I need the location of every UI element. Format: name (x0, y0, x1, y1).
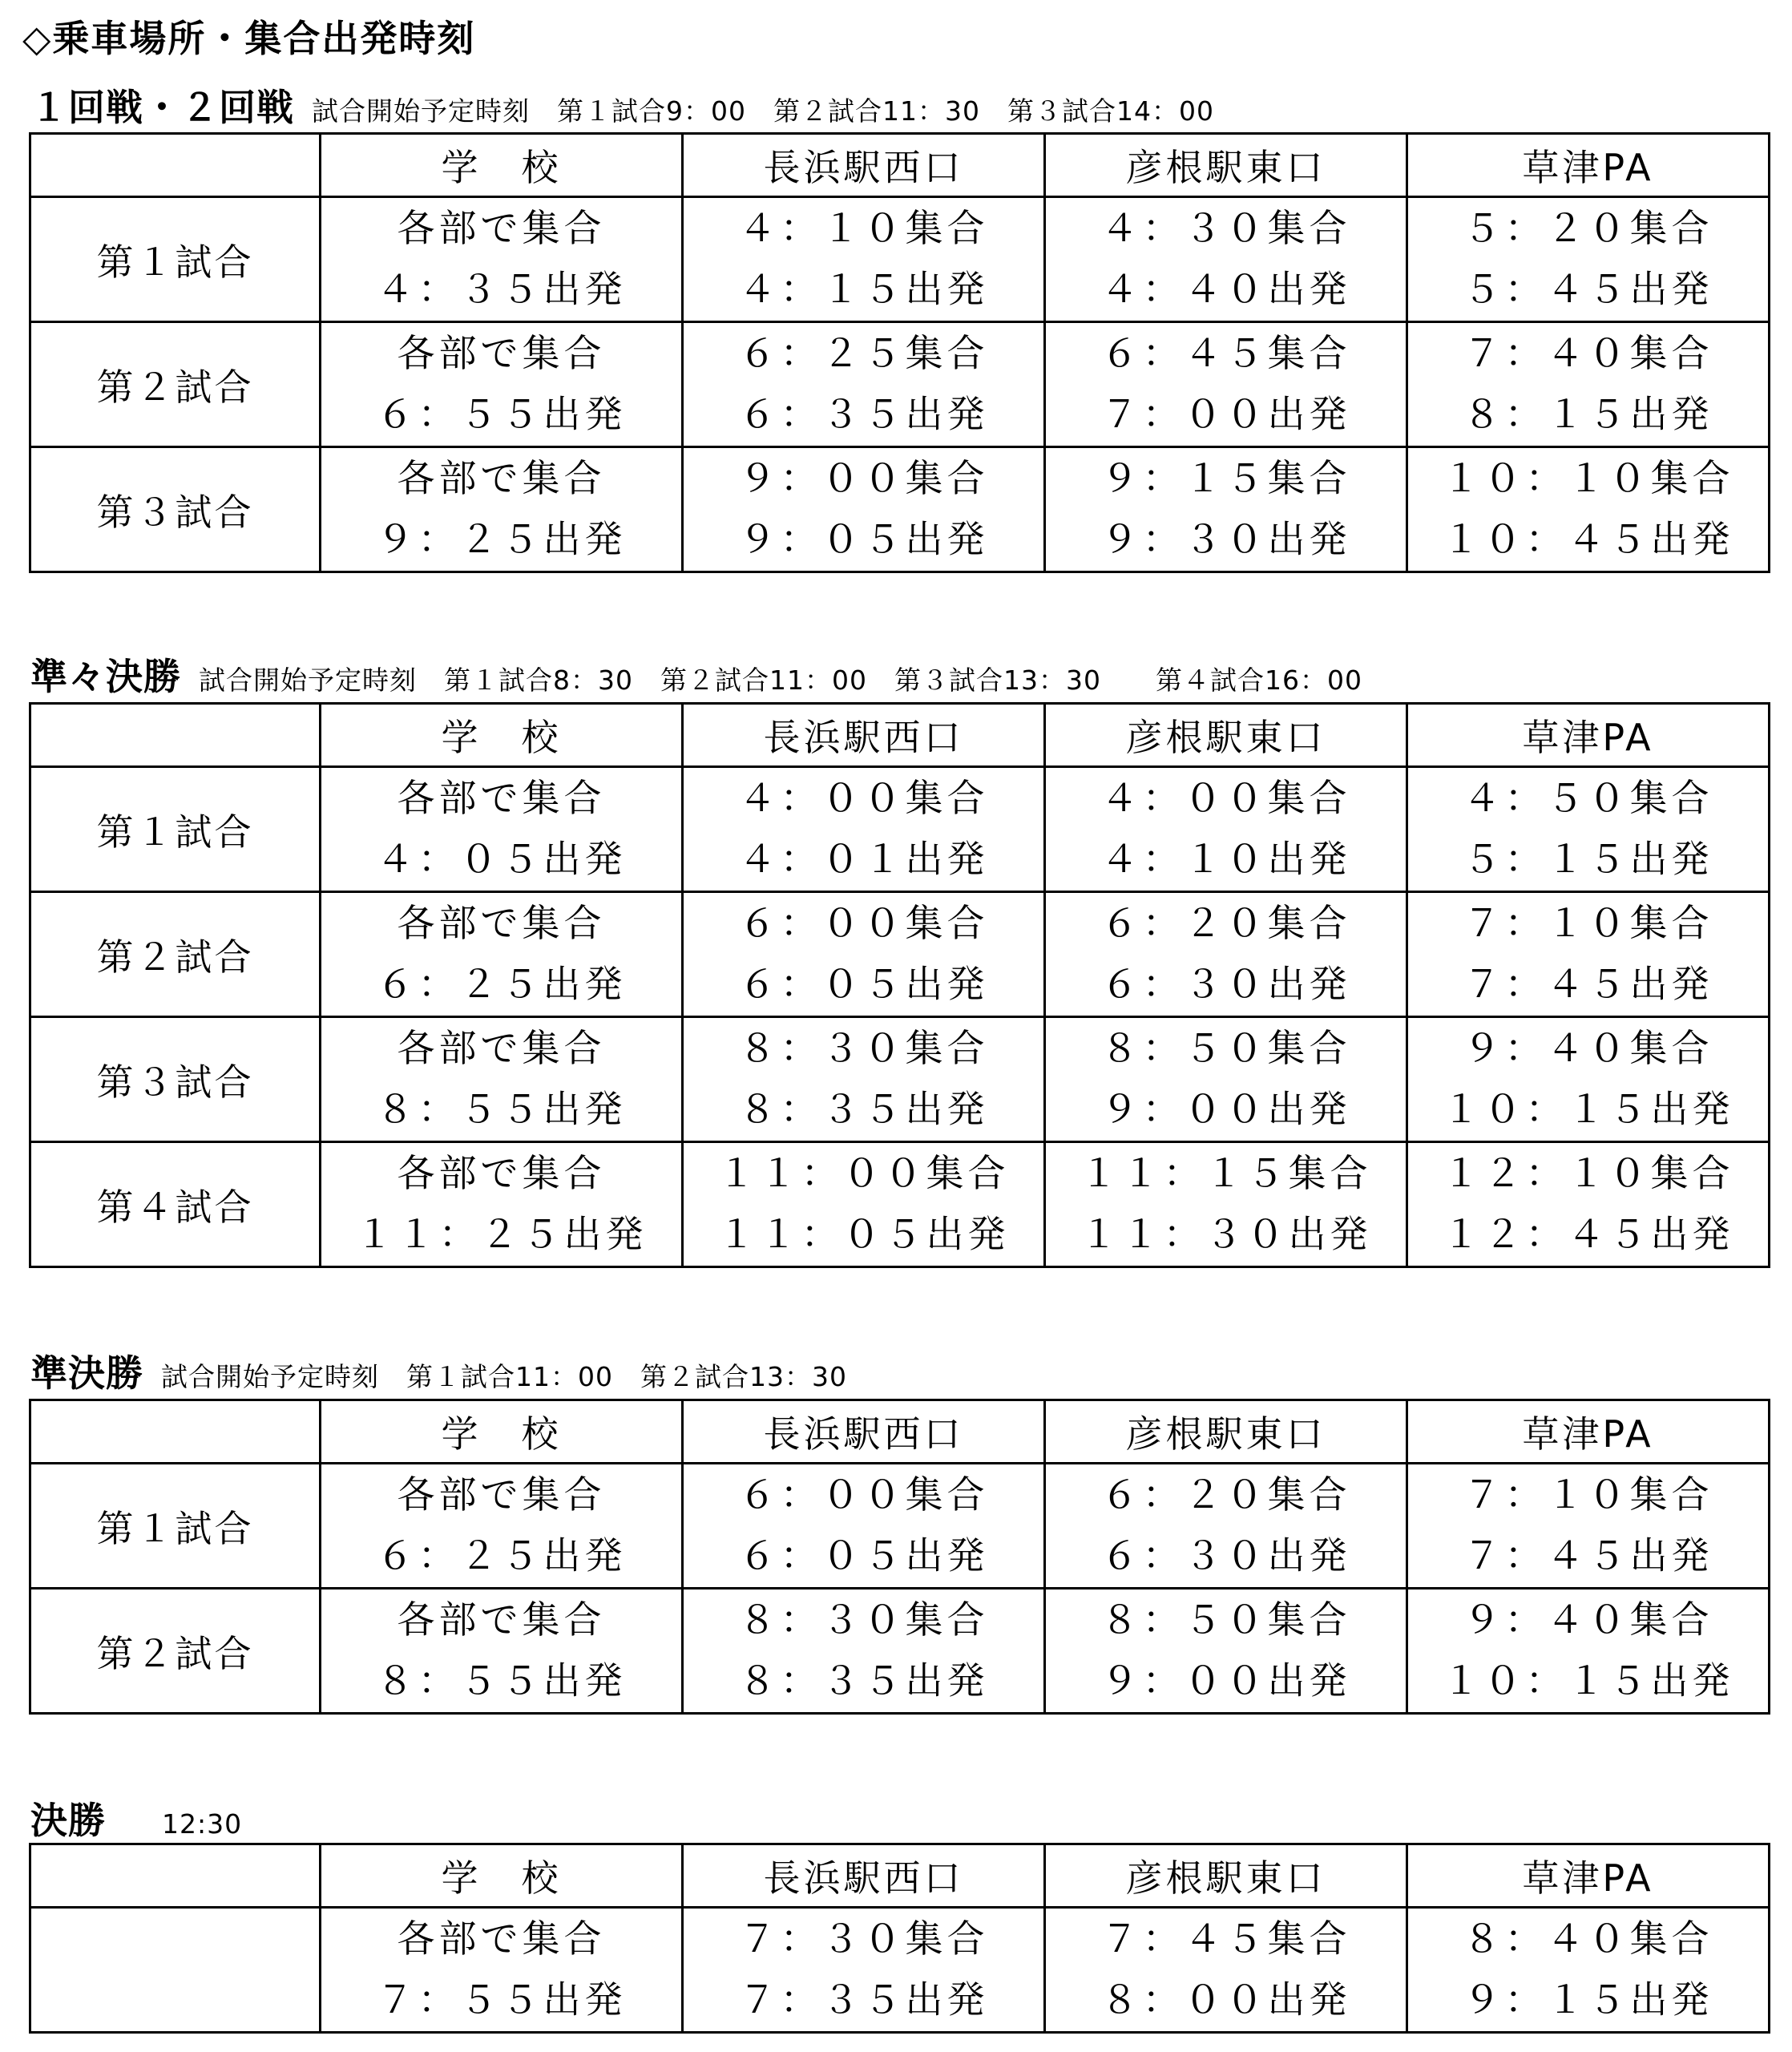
table-row (30, 892, 1770, 1017)
depart-time: ４：４０出発 (1100, 267, 1351, 312)
table-row (30, 197, 1770, 322)
section-start-times: 12:30 (162, 1808, 243, 1840)
gather-time: 各部で集合 (397, 331, 606, 376)
depart-time: ９：１５出発 (1463, 1977, 1713, 2022)
depart-time: ８：５５出発 (376, 1658, 627, 1703)
cell-kusatsu (1407, 892, 1770, 1017)
header-cell-nagahama: 長浜駅西口 (683, 1400, 1045, 1464)
gather-time: 各部で集合 (397, 1472, 606, 1517)
depart-time: ５：４５出発 (1463, 267, 1713, 312)
cell-kusatsu (1407, 447, 1770, 572)
section-header-quarterfinal (30, 648, 1362, 701)
table-header-row (30, 1400, 1770, 1464)
gather-time: １１：００集合 (717, 1151, 1010, 1196)
cell-school (321, 1908, 683, 2033)
cell-nagahama (683, 197, 1045, 322)
cell-hikone (1045, 1017, 1407, 1142)
gather-time: 各部で集合 (397, 1026, 606, 1071)
row-label: 第１試合 (30, 767, 321, 892)
cell-kusatsu (1407, 197, 1770, 322)
cell-hikone (1045, 1464, 1407, 1589)
gather-time: １１：１５集合 (1080, 1151, 1372, 1196)
header-cell-nagahama: 長浜駅西口 (683, 134, 1045, 197)
header-cell-nagahama: 長浜駅西口 (683, 704, 1045, 767)
depart-time: ７：３５出発 (738, 1977, 989, 2022)
cell-nagahama (683, 1017, 1045, 1142)
section-title: 準決勝 (30, 1351, 143, 1395)
gather-time: 各部で集合 (397, 901, 606, 946)
table-row (30, 1908, 1770, 2033)
depart-time: １２：４５出発 (1442, 1212, 1734, 1257)
gather-time: ５：２０集合 (1463, 206, 1713, 251)
header-cell-hikone: 彦根駅東口 (1045, 134, 1407, 197)
depart-time: ６：０５出発 (738, 962, 989, 1007)
gather-time: ６：００集合 (738, 901, 989, 946)
table-row (30, 1017, 1770, 1142)
header-cell-school: 学 校 (321, 704, 683, 767)
schedule-table-quarterfinal (29, 702, 1770, 1268)
header-cell-nagahama: 長浜駅西口 (683, 1844, 1045, 1908)
table-row (30, 322, 1770, 447)
gather-time: ６：４５集合 (1100, 331, 1351, 376)
depart-time: ８：５５出発 (376, 1087, 627, 1132)
cell-hikone (1045, 447, 1407, 572)
depart-time: ７：５５出発 (376, 1977, 627, 2022)
row-label: 第３試合 (30, 1017, 321, 1142)
depart-time: ４：３５出発 (376, 267, 627, 312)
depart-time: ８：００出発 (1100, 1977, 1351, 2022)
table-header-row (30, 134, 1770, 197)
row-label (30, 1908, 321, 2033)
cell-kusatsu (1407, 1017, 1770, 1142)
row-label: 第２試合 (30, 892, 321, 1017)
section-header-semifinal (30, 1344, 847, 1397)
cell-nagahama (683, 892, 1045, 1017)
header-cell-school: 学 校 (321, 1844, 683, 1908)
gather-time: ８：３０集合 (738, 1598, 989, 1642)
cell-hikone (1045, 1142, 1407, 1267)
gather-time: ９：４０集合 (1463, 1598, 1713, 1642)
cell-nagahama (683, 1142, 1045, 1267)
depart-time: ６：３５出発 (738, 392, 989, 437)
depart-time: ６：３０出発 (1100, 962, 1351, 1007)
gather-time: ９：４０集合 (1463, 1026, 1713, 1071)
header-cell-empty (30, 1844, 321, 1908)
gather-time: 各部で集合 (397, 1151, 606, 1196)
depart-time: １１：３０出発 (1080, 1212, 1372, 1257)
section-title: 決勝 (30, 1799, 106, 1842)
gather-time: ９：１５集合 (1100, 456, 1351, 501)
depart-time: ８：３５出発 (738, 1087, 989, 1132)
depart-time: １１：０５出発 (717, 1212, 1010, 1257)
gather-time: １０：１０集合 (1442, 456, 1734, 501)
cell-school (321, 447, 683, 572)
table-row (30, 1464, 1770, 1589)
gather-time: ７：４０集合 (1463, 331, 1713, 376)
header-cell-kusatsu: 草津PA (1407, 134, 1770, 197)
cell-nagahama (683, 1908, 1045, 2033)
header-cell-kusatsu: 草津PA (1407, 704, 1770, 767)
section-title: 準々決勝 (30, 655, 181, 698)
depart-time: ４：１０出発 (1100, 837, 1351, 882)
cell-hikone (1045, 1589, 1407, 1714)
depart-time: １０：４５出発 (1442, 517, 1734, 562)
page-title: ◇乗車場所・集合出発時刻 (22, 17, 476, 60)
cell-school (321, 1464, 683, 1589)
gather-time: １２：１０集合 (1442, 1151, 1734, 1196)
depart-time: ５：１５出発 (1463, 837, 1713, 882)
section-start-times: 試合開始予定時刻 第１試合9：00 第２試合11：30 第３試合14：00 (312, 95, 1214, 127)
cell-nagahama (683, 447, 1045, 572)
cell-kusatsu (1407, 1908, 1770, 2033)
row-label: 第２試合 (30, 322, 321, 447)
cell-hikone (1045, 892, 1407, 1017)
header-cell-kusatsu: 草津PA (1407, 1400, 1770, 1464)
depart-time: ９：３０出発 (1100, 517, 1351, 562)
depart-time: ７：４５出発 (1463, 962, 1713, 1007)
header-cell-hikone: 彦根駅東口 (1045, 704, 1407, 767)
schedule-table-semifinal (29, 1399, 1770, 1715)
gather-time: ９：００集合 (738, 456, 989, 501)
gather-time: ８：５０集合 (1100, 1598, 1351, 1642)
table-row (30, 767, 1770, 892)
gather-time: ７：１０集合 (1463, 1472, 1713, 1517)
cell-kusatsu (1407, 322, 1770, 447)
gather-time: ７：４５集合 (1100, 1917, 1351, 1961)
cell-kusatsu (1407, 1142, 1770, 1267)
gather-time: 各部で集合 (397, 1598, 606, 1642)
table-header-row (30, 1844, 1770, 1908)
cell-hikone (1045, 767, 1407, 892)
depart-time: ６：０５出発 (738, 1533, 989, 1578)
section-header-final (30, 1791, 242, 1844)
schedule-table-round1-2 (29, 132, 1770, 573)
cell-nagahama (683, 1589, 1045, 1714)
gather-time: 各部で集合 (397, 456, 606, 501)
gather-time: ６：２０集合 (1100, 1472, 1351, 1517)
row-label: 第１試合 (30, 197, 321, 322)
gather-time: ６：００集合 (738, 1472, 989, 1517)
section-header-round1-2 (30, 79, 1214, 131)
depart-time: ７：００出発 (1100, 392, 1351, 437)
section-title: １回戦・２回戦 (30, 86, 294, 129)
depart-time: ４：０５出発 (376, 837, 627, 882)
depart-time: ９：２５出発 (376, 517, 627, 562)
depart-time: １０：１５出発 (1442, 1087, 1734, 1132)
cell-kusatsu (1407, 767, 1770, 892)
cell-school (321, 1017, 683, 1142)
gather-time: ８：５０集合 (1100, 1026, 1351, 1071)
cell-school (321, 1589, 683, 1714)
cell-kusatsu (1407, 1464, 1770, 1589)
depart-time: ６：２５出発 (376, 1533, 627, 1578)
gather-time: 各部で集合 (397, 206, 606, 251)
depart-time: ７：４５出発 (1463, 1533, 1713, 1578)
depart-time: ６：２５出発 (376, 962, 627, 1007)
row-label: 第３試合 (30, 447, 321, 572)
cell-hikone (1045, 322, 1407, 447)
cell-hikone (1045, 197, 1407, 322)
cell-school (321, 197, 683, 322)
table-header-row (30, 704, 1770, 767)
gather-time: 各部で集合 (397, 1917, 606, 1961)
row-label: 第１試合 (30, 1464, 321, 1589)
row-label: 第４試合 (30, 1142, 321, 1267)
gather-time: ７：１０集合 (1463, 901, 1713, 946)
gather-time: ６：２０集合 (1100, 901, 1351, 946)
gather-time: ８：４０集合 (1463, 1917, 1713, 1961)
table-row (30, 1589, 1770, 1714)
cell-school (321, 892, 683, 1017)
row-label: 第２試合 (30, 1589, 321, 1714)
depart-time: ４：０１出発 (738, 837, 989, 882)
section-start-times: 試合開始予定時刻 第１試合11：00 第２試合13：30 (161, 1361, 847, 1392)
depart-time: ６：５５出発 (376, 392, 627, 437)
header-cell-hikone: 彦根駅東口 (1045, 1844, 1407, 1908)
header-cell-empty (30, 134, 321, 197)
cell-school (321, 322, 683, 447)
cell-kusatsu (1407, 1589, 1770, 1714)
gather-time: ４：５０集合 (1463, 776, 1713, 821)
depart-time: ６：３０出発 (1100, 1533, 1351, 1578)
gather-time: ７：３０集合 (738, 1917, 989, 1961)
gather-time: ６：２５集合 (738, 331, 989, 376)
header-cell-school: 学 校 (321, 134, 683, 197)
gather-time: ４：３０集合 (1100, 206, 1351, 251)
depart-time: ９：０５出発 (738, 517, 989, 562)
table-row (30, 447, 1770, 572)
cell-school (321, 767, 683, 892)
cell-nagahama (683, 322, 1045, 447)
depart-time: １０：１５出発 (1442, 1658, 1734, 1703)
cell-nagahama (683, 767, 1045, 892)
cell-school (321, 1142, 683, 1267)
cell-nagahama (683, 1464, 1045, 1589)
section-start-times: 試合開始予定時刻 第１試合8：30 第２試合11：00 第３試合13：30 第４試合16：00 (199, 664, 1362, 696)
gather-time: 各部で集合 (397, 776, 606, 821)
cell-hikone (1045, 1908, 1407, 2033)
header-cell-empty (30, 1400, 321, 1464)
header-cell-hikone: 彦根駅東口 (1045, 1400, 1407, 1464)
schedule-table-final (29, 1843, 1770, 2034)
gather-time: ４：００集合 (1100, 776, 1351, 821)
depart-time: ８：１５出発 (1463, 392, 1713, 437)
header-cell-kusatsu: 草津PA (1407, 1844, 1770, 1908)
depart-time: ４：１５出発 (738, 267, 989, 312)
depart-time: １１：２５出発 (355, 1212, 648, 1257)
header-cell-school: 学 校 (321, 1400, 683, 1464)
gather-time: ４：１０集合 (738, 206, 989, 251)
depart-time: ９：００出発 (1100, 1087, 1351, 1132)
gather-time: ８：３０集合 (738, 1026, 989, 1071)
gather-time: ４：００集合 (738, 776, 989, 821)
depart-time: ８：３５出発 (738, 1658, 989, 1703)
table-row (30, 1142, 1770, 1267)
depart-time: ９：００出発 (1100, 1658, 1351, 1703)
header-cell-empty (30, 704, 321, 767)
